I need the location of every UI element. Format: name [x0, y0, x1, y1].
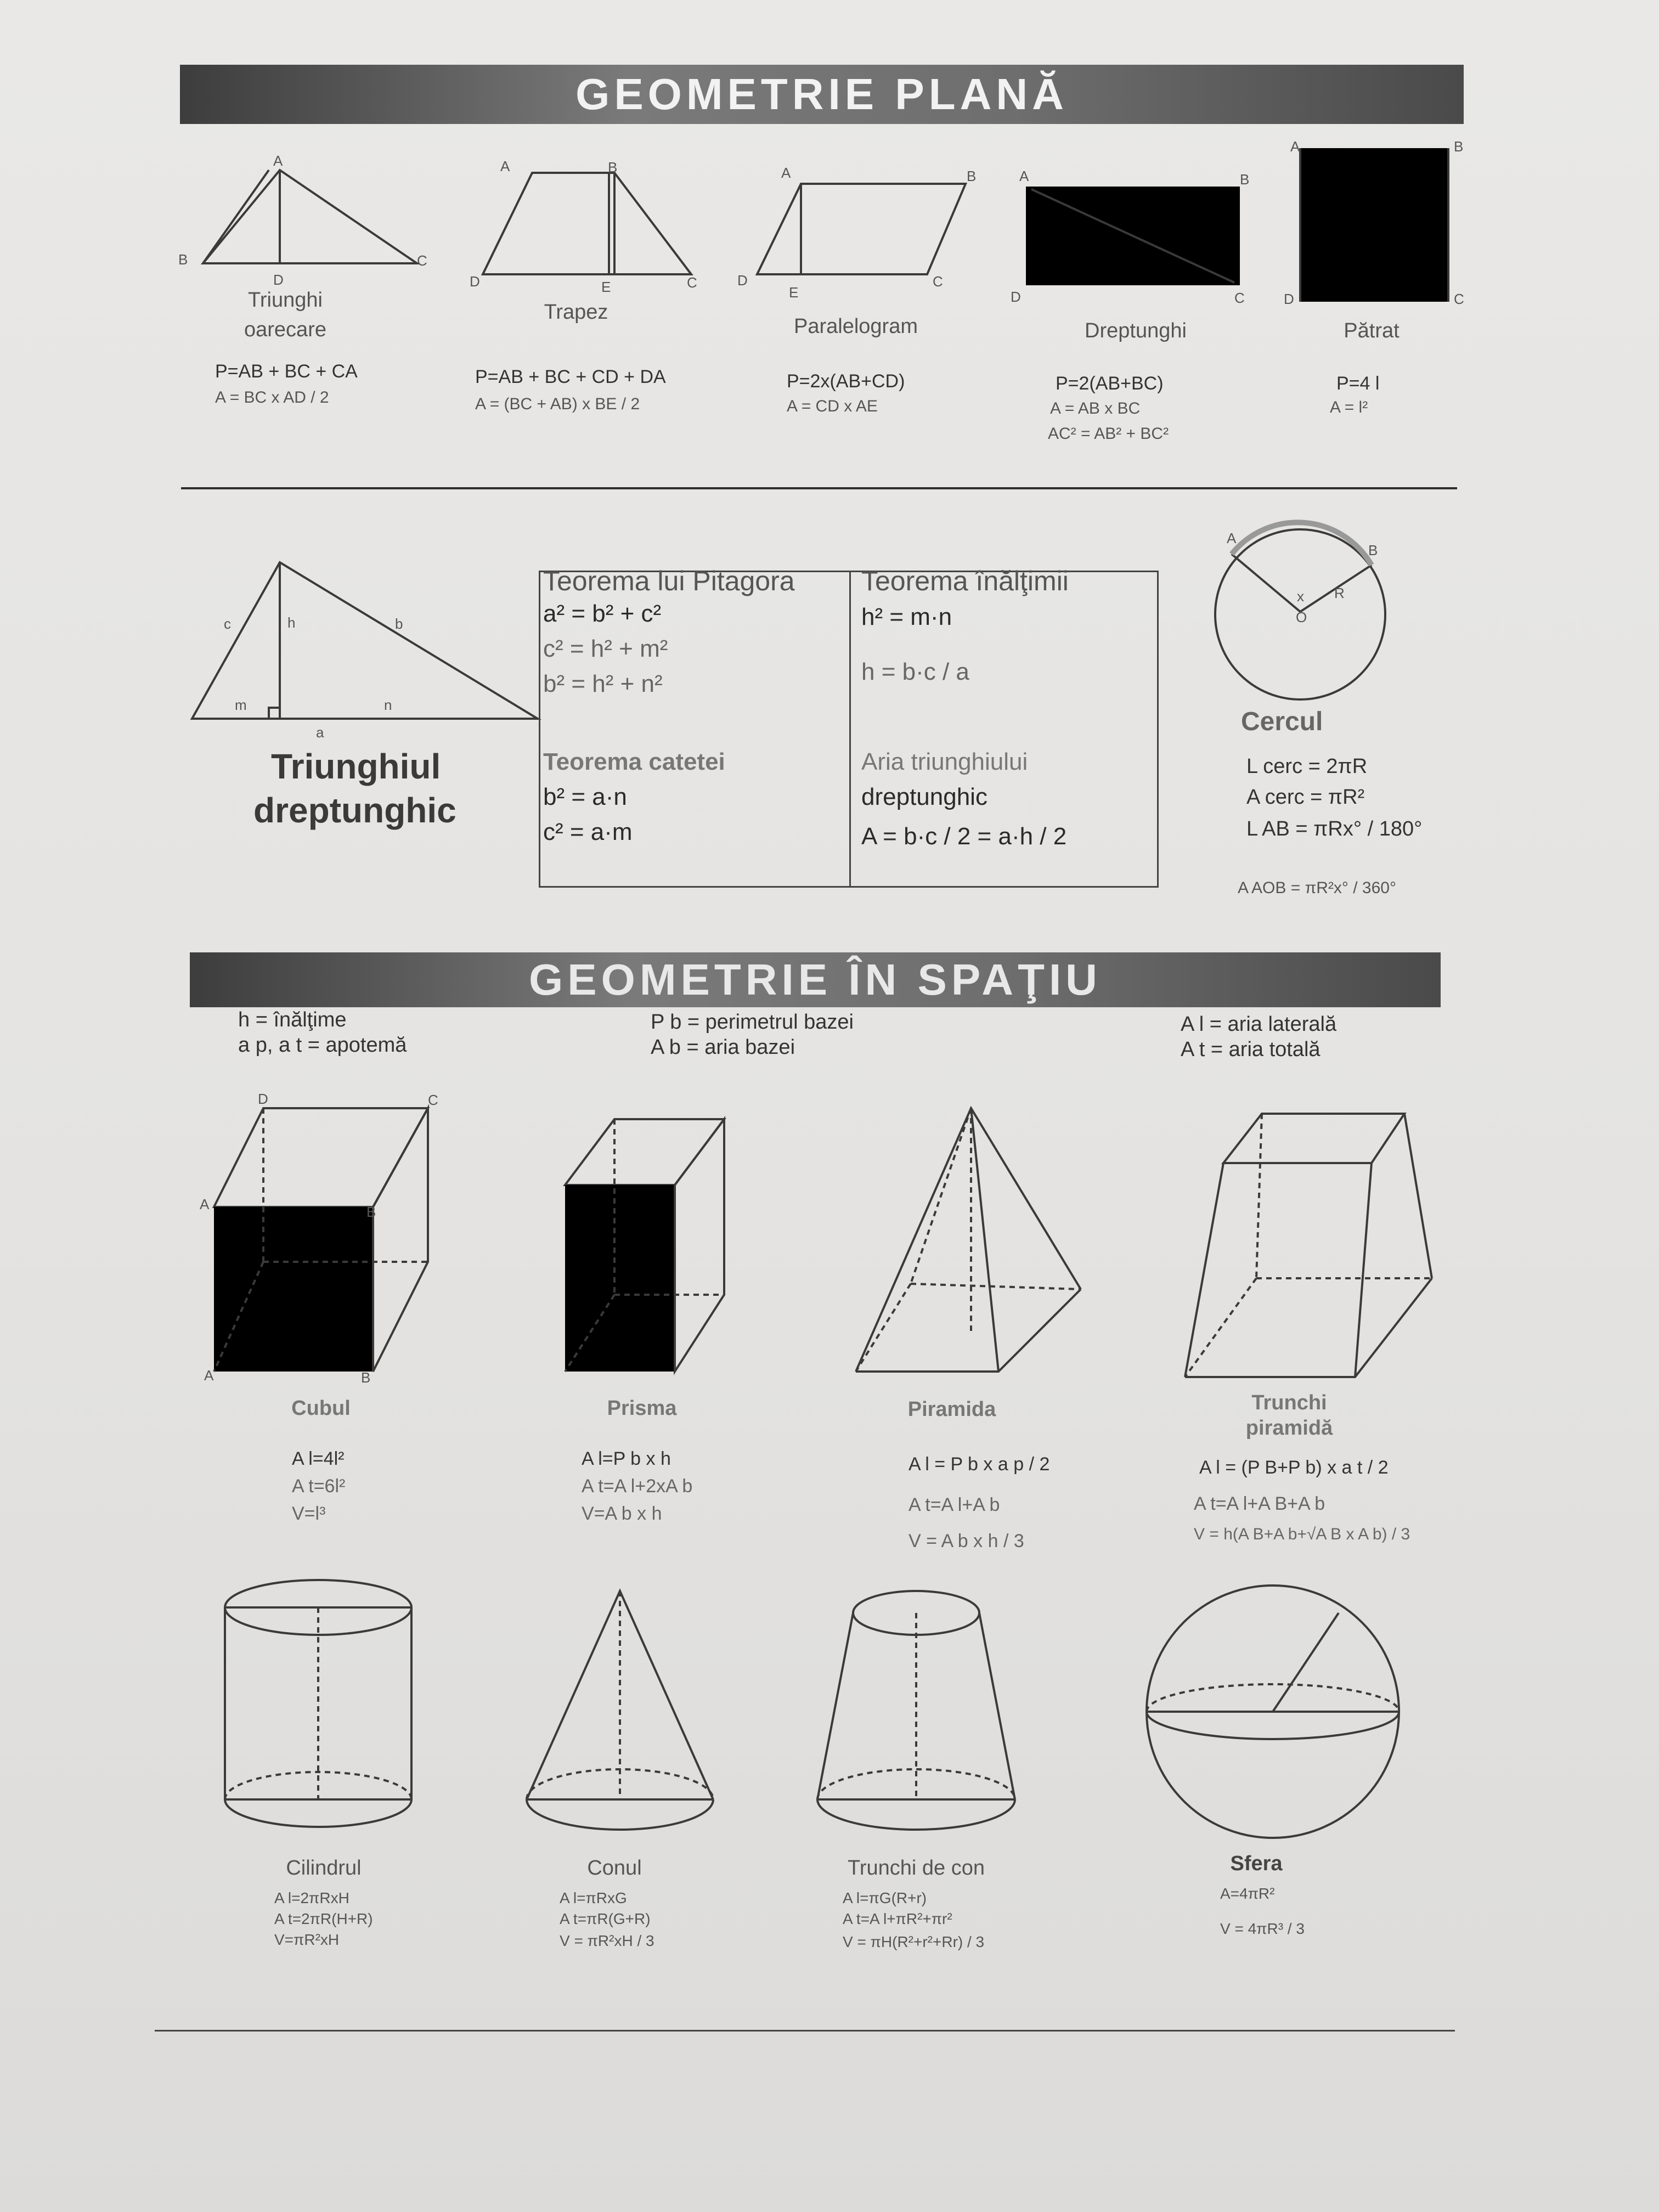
- cube-figure: [203, 1097, 444, 1383]
- pitagora-1: a² = b² + c²: [543, 600, 662, 627]
- trapezoid-figure: [472, 165, 708, 285]
- rectangle-caption: Dreptunghi: [1085, 319, 1187, 342]
- cone-volume: V = πR²xH / 3: [560, 1932, 654, 1949]
- parallelogram-area: A = CD x AE: [787, 397, 878, 415]
- aria-title-1: Aria triunghiului: [861, 748, 1028, 775]
- frustum-cone-caption: Trunchi de con: [848, 1857, 985, 1880]
- sphere-volume: V = 4πR³ / 3: [1220, 1920, 1305, 1937]
- rt-label-n: n: [384, 697, 392, 713]
- rectangle-area: A = AB x BC: [1050, 399, 1141, 417]
- rt-label-a: a: [316, 724, 324, 741]
- rectangle-figure: [1020, 176, 1251, 291]
- legend-lateral-area: A l = aria laterală: [1181, 1013, 1337, 1036]
- circle-label-b: B: [1368, 542, 1378, 558]
- cylinder-total: A t=2πR(H+R): [274, 1910, 373, 1927]
- trap-label-b: B: [608, 159, 618, 176]
- legend-base-area: A b = aria bazei: [651, 1036, 795, 1059]
- frustum-lateral: A l = (P B+P b) x a t / 2: [1199, 1457, 1389, 1478]
- pitagora-title: Teorema lui Pitagora: [543, 566, 795, 596]
- rt-label-c: c: [224, 616, 231, 632]
- frustum-total: A t=A l+A B+A b: [1194, 1493, 1325, 1514]
- trapezoid-perimeter: P=AB + BC + CD + DA: [475, 366, 666, 387]
- space-geometry-banner: [190, 952, 1441, 1007]
- trap-label-e: E: [601, 279, 611, 295]
- triangle-perimeter: P=AB + BC + CA: [215, 361, 358, 382]
- cube-vertex-d: D: [258, 1091, 268, 1107]
- circle-area: A cerc = πR²: [1246, 786, 1365, 809]
- space-geometry-title: GEOMETRIE ÎN SPAŢIU: [529, 955, 1102, 1004]
- frustum-cone-volume: V = πH(R²+r²+Rr) / 3: [843, 1933, 985, 1950]
- parallelogram-perimeter: P=2x(AB+CD): [787, 371, 905, 392]
- rectangle-perimeter: P=2(AB+BC): [1056, 373, 1164, 394]
- trap-label-d: D: [470, 273, 480, 290]
- tri-label-c: C: [417, 252, 427, 269]
- frustum-caption-1: Trunchi: [1251, 1391, 1327, 1414]
- cone-total: A t=πR(G+R): [560, 1910, 651, 1927]
- divider-bottom: [155, 2030, 1455, 2032]
- para-label-c: C: [933, 273, 943, 290]
- aria-title-2: dreptunghic: [861, 783, 988, 810]
- rect-label-c: C: [1234, 290, 1245, 306]
- cube-vertex-b: B: [366, 1204, 376, 1220]
- frustum-cone-figure: [806, 1575, 1026, 1838]
- triangle-figure: [187, 159, 439, 285]
- cube-vertex-b-base: B: [361, 1369, 371, 1386]
- square-figure: [1284, 143, 1465, 307]
- pyramid-total: A t=A l+A b: [909, 1494, 1000, 1515]
- cube-vertex-a-base: A: [204, 1367, 214, 1384]
- pyramid-lateral: A l = P b x a p / 2: [909, 1454, 1050, 1475]
- cube-caption: Cubul: [291, 1397, 351, 1420]
- square-label-c: C: [1454, 291, 1464, 307]
- divider-top: [181, 487, 1457, 489]
- rt-label-b: b: [395, 616, 403, 632]
- legend-total-area: A t = aria totală: [1181, 1038, 1321, 1061]
- trap-label-a: A: [500, 158, 510, 174]
- cube-lateral: A l=4l²: [292, 1448, 345, 1469]
- tri-label-b: B: [178, 251, 188, 268]
- circle-label-o: O: [1296, 609, 1307, 625]
- para-label-b: B: [967, 168, 977, 184]
- inaltime-1: h² = m·n: [861, 603, 952, 630]
- inaltime-title: Teorema înălţimii: [861, 566, 1069, 596]
- para-label-a: A: [781, 165, 791, 181]
- rt-label-h: h: [287, 614, 296, 631]
- square-caption: Pătrat: [1344, 319, 1400, 342]
- cube-vertex-c: C: [428, 1092, 438, 1108]
- pyramid-volume: V = A b x h / 3: [909, 1531, 1024, 1551]
- sphere-area: A=4πR²: [1220, 1885, 1275, 1902]
- circle-label-r: R: [1334, 585, 1345, 601]
- legend-height: h = înălţime: [238, 1008, 347, 1031]
- prism-figure: [549, 1108, 735, 1383]
- pitagora-3: b² = h² + n²: [543, 670, 663, 697]
- pyramid-figure: [845, 1103, 1075, 1377]
- square-area: A = l²: [1330, 398, 1368, 416]
- rect-label-b: B: [1240, 171, 1250, 188]
- frustum-cone-total: A t=A l+πR²+πr²: [843, 1910, 952, 1927]
- cylinder-lateral: A l=2πRxH: [274, 1889, 349, 1906]
- circle-label-x: x: [1297, 588, 1304, 605]
- catetei-1: b² = a·n: [543, 783, 627, 810]
- tri-label-d: D: [273, 272, 284, 288]
- rect-label-d: D: [1011, 289, 1021, 305]
- cylinder-caption: Cilindrul: [286, 1857, 362, 1880]
- frustum-cone-lateral: A l=πG(R+r): [843, 1889, 927, 1906]
- cone-figure: [516, 1580, 724, 1838]
- catetei-2: c² = a·m: [543, 819, 633, 845]
- cylinder-volume: V=πR²xH: [274, 1931, 340, 1948]
- pyramid-caption: Piramida: [907, 1398, 996, 1421]
- square-label-a: A: [1290, 138, 1300, 155]
- trapezoid-caption: Trapez: [544, 301, 608, 324]
- arc-length: L AB = πRx° / 180°: [1246, 817, 1423, 840]
- rect-label-a: A: [1019, 168, 1029, 184]
- prism-total: A t=A l+2xA b: [582, 1476, 693, 1497]
- catetei-title: Teorema catetei: [543, 748, 725, 775]
- theorems-divider: [849, 571, 851, 886]
- rectangle-diagonal: AC² = AB² + BC²: [1048, 425, 1169, 443]
- triangle-area: A = BC x AD / 2: [215, 388, 329, 407]
- cylinder-figure: [214, 1575, 422, 1838]
- parallelogram-caption: Paralelogram: [794, 315, 918, 338]
- prism-caption: Prisma: [607, 1397, 677, 1420]
- frustum-volume: V = h(A B+A b+√A B x A b) / 3: [1194, 1525, 1410, 1543]
- sphere-caption: Sfera: [1230, 1852, 1283, 1875]
- circle-label-a: A: [1227, 530, 1237, 546]
- frustum-caption-2: piramidă: [1245, 1417, 1333, 1440]
- right-triangle-title-1: Triunghiul: [271, 747, 441, 786]
- inaltime-2: h = b·c / a: [861, 658, 969, 685]
- rt-label-m: m: [235, 697, 247, 713]
- parallelogram-figure: [746, 170, 977, 280]
- pitagora-2: c² = h² + m²: [543, 635, 668, 662]
- cube-vertex-a: A: [200, 1196, 210, 1212]
- aria-formula: A = b·c / 2 = a·h / 2: [861, 823, 1067, 850]
- circle-length: L cerc = 2πR: [1246, 755, 1368, 778]
- prism-lateral: A l=P b x h: [582, 1448, 671, 1469]
- right-triangle-title-2: dreptunghic: [253, 791, 456, 830]
- square-label-d: D: [1284, 291, 1294, 307]
- square-label-b: B: [1454, 138, 1464, 155]
- cone-caption: Conul: [587, 1857, 642, 1880]
- square-perimeter: P=4 l: [1336, 373, 1380, 394]
- plane-geometry-title: GEOMETRIE PLANĂ: [575, 70, 1068, 119]
- trapezoid-area: A = (BC + AB) x BE / 2: [475, 395, 640, 413]
- sphere-figure: [1130, 1580, 1415, 1843]
- plane-geometry-banner: [180, 65, 1464, 124]
- legend-apothem: a p, a t = apotemă: [238, 1034, 407, 1057]
- trap-label-c: C: [687, 274, 697, 291]
- para-label-d: D: [737, 272, 748, 289]
- para-label-e: E: [789, 284, 799, 301]
- frustum-pyramid-figure: [1174, 1097, 1437, 1383]
- cone-lateral: A l=πRxG: [560, 1889, 627, 1906]
- circle-title: Cercul: [1241, 707, 1323, 736]
- sector-area: A AOB = πR²x° / 360°: [1238, 879, 1396, 897]
- triangle-caption: Triunghi oarecare: [244, 289, 326, 341]
- tri-label-a: A: [273, 153, 283, 169]
- legend-base-perimeter: P b = perimetrul bazei: [651, 1011, 854, 1034]
- cube-volume: V=l³: [292, 1503, 326, 1524]
- cube-total: A t=6l²: [292, 1476, 346, 1497]
- prism-volume: V=A b x h: [582, 1503, 662, 1524]
